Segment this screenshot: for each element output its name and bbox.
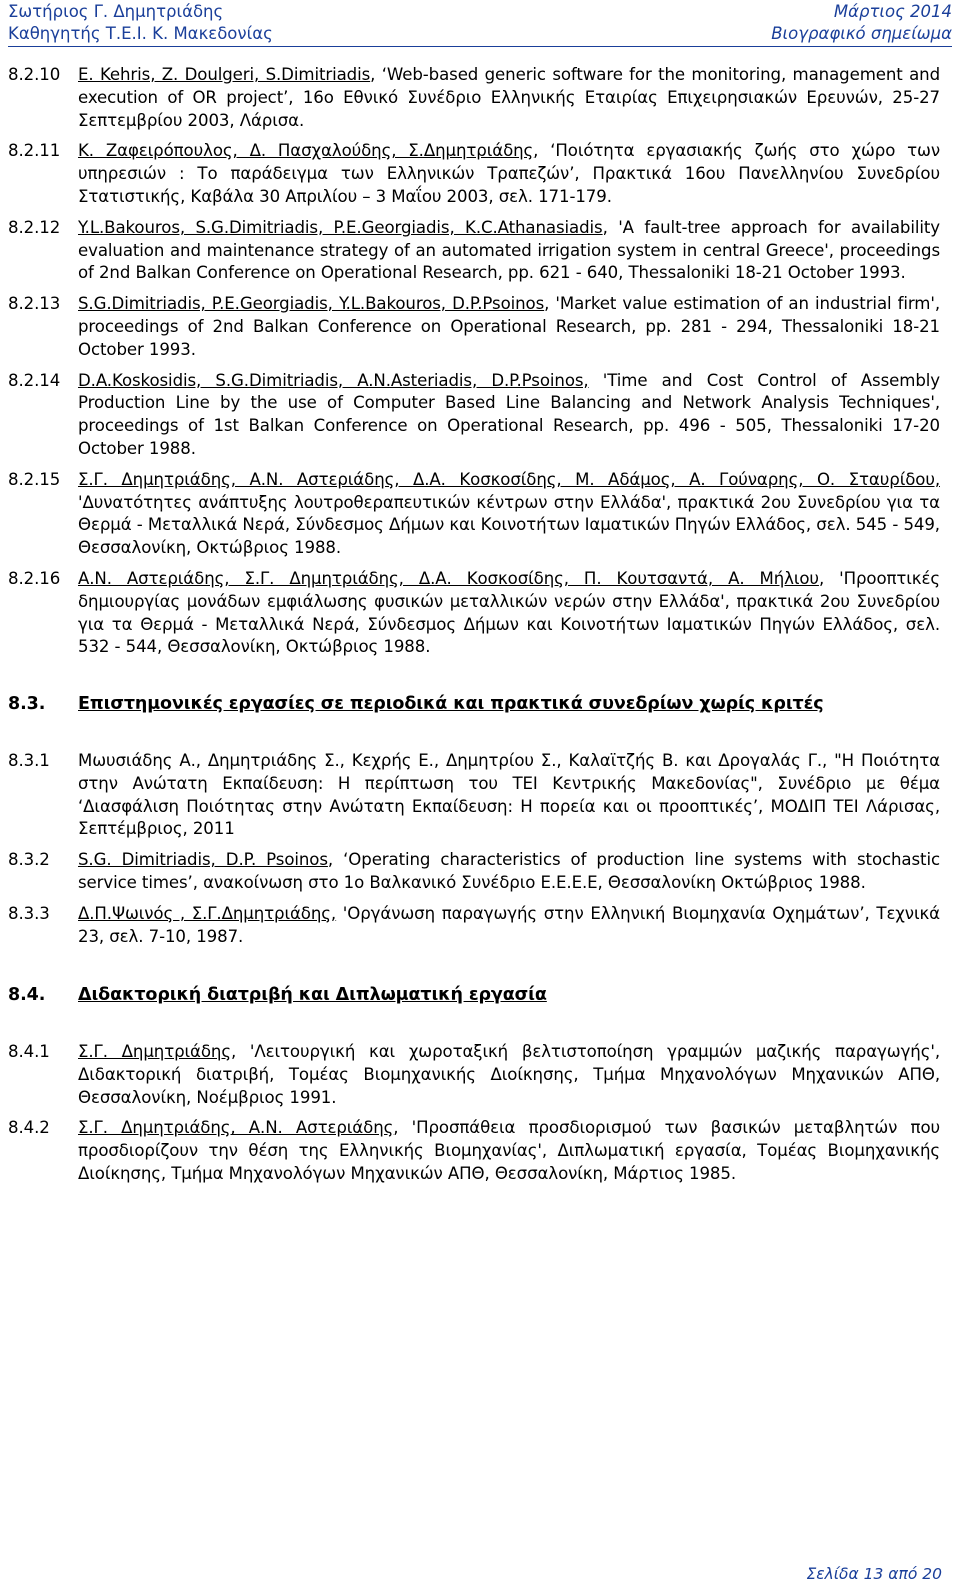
entry-number: 8.2.11 [8,141,61,161]
author-name: Σωτήριος Γ. Δημητριάδης [8,2,224,21]
publication-entry [8,849,940,895]
entry-number: 8.2.12 [8,217,61,237]
entry-authors: D.A.Koskosidis, S.G.Dimitriadis, A.N.Asteriadis, D.P.Psoinos, [78,370,589,390]
entry-number: 8.2.15 [8,469,61,489]
publication-entry [8,903,940,949]
entry-text: , 'Market value estimation of an industrial firm', proceedings of 2nd Balkan Conference on Operational Research, pp. 281 - 294, Thessaloniki 18-21 October 1993. [78,294,940,359]
entry-number: 8.2.14 [8,370,61,390]
entry-text: , ‘Operating characteristics of production line systems with stochastic service times’, ανακοίνωση στο 1ο Βαλκανικό Συνέδριο Ε.Ε.Ε.Ε, Θεσσαλονίκη Οκτώβριος 1988. [78,850,940,892]
entry-text: , ‘Web-based generic software for the monitoring, management and execution of OR project’, 16ο Εθνικό Συνέδριο Ελληνικής Εταιρίας Επιχειρησιακών Ερευνών, 25-27 Σεπτεμβρίου 2003, Λάρισα. [78,65,941,130]
publication-entry [8,64,940,132]
entry-authors: Κ. Ζαφειρόπουλος, Δ. Πασχαλούδης, Σ.Δημητριάδης [78,141,534,161]
entry-number: 8.2.13 [8,294,61,314]
entry-authors: S.G.Dimitriadis, P.E.Georgiadis, Y.L.Bakouros, D.P.Psoinos [78,294,545,314]
publication-entry [8,1041,940,1109]
entry-authors: Σ.Γ. Δημητριάδης [78,1042,231,1062]
section-heading-8-4 [8,984,940,1007]
page-number: Σελίδα 13 από 20 [806,1565,942,1583]
entry-number: 8.4.1 [8,1042,50,1062]
header-right [771,1,952,45]
section-heading-8-3 [8,693,940,716]
entry-number: 8.3.3 [8,903,50,923]
entry-text: , 'Λειτουργική και χωροταξική βελτιστοποίηση γραμμών μαζικής παραγωγής', Διδακτορική διατριβή, Τομέας Βιομηχανικής Διοίκησης, Τμήμα Μηχανολόγων Μηχανικών ΑΠΘ, Θεσσαλονίκη, Νοέμβριος 1991. [78,1042,940,1107]
entry-authors: Σ.Γ. Δημητριάδης, Α.Ν. Αστεριάδης, Δ.Α. Κοσκοσίδης, Μ. Αδάμος, Α. Γούναρης, Ο. Σταυρίδου, [78,469,940,489]
entry-text: 'Time and Cost Control of Assembly Production Line by the use of Computer Based Line Balancing and Network Analysis Techniques', proceedings of 1st Balkan Conference on Operational Research, pp. 496 - 505, Thessaloniki 17-20 October 1988. [78,370,940,458]
entry-text: , 'Προοπτικές δημιουργίας μονάδων εμφιάλωσης φυσικών μεταλλικών νερών στην Ελλάδα', πρακτικά 2ου Συνεδρίου για τα Θερμά - Μεταλλικά Νερά, Σύνδεσμος Δήμων και Κοινοτήτων Ιαματικών Πηγών Ελλάδος, σελ. 532 - 544, Θεσσαλονίκη, Οκτώβριος 1988. [78,568,940,657]
publication-entry [8,750,940,841]
entry-text: 'Δυνατότητες ανάπτυξης λουτροθεραπευτικών κέντρων στην Ελλάδα', πρακτικά 2ου Συνεδρίου για τα Θερμά - Μεταλλικά Νερά, Σύνδεσμος Δήμων και Κοινοτήτων Ιαματικών Πηγών Ελλάδος, σελ. 545 - 549, Θεσσαλονίκη, Οκτώβριος 1988. [78,492,940,558]
entry-text: Μωυσιάδης Α., Δημητριάδης Σ., Κεχρής Ε., Δημητρίου Σ., Καλαϊτζής Β. και Δρογαλάς Γ., "Η Ποιότητα στην Ανώτατη Εκπαίδευση: Η περίπτωση του ΤΕΙ Κεντρικής Μακεδονίας", Συνέδριο με θέμα ‘Διασφάλιση Ποιότητας στην Ανώτατη Εκπαίδευση: Η πορεία και οι προοπτικές’, ΜΟΔΙΠ ΤΕΙ Λάρισας, Σεπτέμβριος, 2011 [78,750,940,839]
publication-entry [8,568,940,659]
author-position: Καθηγητής Τ.Ε.Ι. Κ. Μακεδονίας [8,24,273,43]
section-title: Επιστημονικές εργασίες σε περιοδικά και πρακτικά συνεδρίων χωρίς κριτές [78,694,824,715]
section-title: Διδακτορική διατριβή και Διπλωματική εργασία [78,985,547,1006]
entry-number: 8.4.2 [8,1118,50,1138]
entry-authors: Σ.Γ. Δημητριάδης, Α.Ν. Αστεριάδης [78,1118,394,1138]
entry-authors: Y.L.Bakouros, S.G.Dimitriadis, P.E.Georgiadis, K.C.Athanasiadis [78,217,603,237]
entry-text: , ‘Ποιότητα εργασιακής ζωής στο χώρο των υπηρεσιών : Το παράδειγμα των Ελληνικών Τραπεζών’, Πρακτικά 16ου Πανελληνίου Συνεδρίου Στατιστικής, Καβάλα 30 Απριλίου – 3 Μαΐου 2003, σελ. 171-179. [78,141,940,206]
entry-number: 8.3.2 [8,850,50,870]
entry-authors: Α.Ν. Αστεριάδης, Σ.Γ. Δημητριάδης, Δ.Α. Κοσκοσίδης, Π. Κουτσαντά, Α. Μήλιου [78,568,819,588]
publication-list-8-2 [8,64,940,659]
entry-authors: S.G. Dimitriadis, D.P. Psoinos [78,850,328,870]
publication-entry [8,370,940,461]
header-doc-title: Βιογραφικό σημείωμα [771,24,952,43]
publication-entry [8,217,940,285]
entry-text: 'Οργάνωση παραγωγής στην Ελληνική Βιομηχανία Οχημάτων’, Τεχνικά 23, σελ. 7-10, 1987. [78,903,940,946]
page-header [8,0,952,48]
section-number: 8.3. [8,694,46,715]
entry-number: 8.3.1 [8,750,50,770]
header-date: Μάρτιος 2014 [833,2,952,21]
publication-list-8-4 [8,1041,940,1186]
entry-text: , 'Προσπάθεια προσδιορισμού των βασικών μεταβλητών που προσδιορίζουν την θέση της Ελληνικής Βιομηχανίας', Διπλωματική εργασία, Τομέας Βιομηχανικής Διοίκησης, Τμήμα Μηχανολόγων Μηχανικών ΑΠΘ, Θεσσαλονίκη, Μάρτιος 1985. [78,1118,940,1184]
publication-list-8-3 [8,750,940,948]
entry-number: 8.2.16 [8,568,61,588]
entry-authors: E. Kehris, Z. Doulgeri, S.Dimitriadis [78,65,371,84]
publication-entry [8,469,940,560]
publication-entry [8,1117,940,1185]
entry-text: , 'A fault-tree approach for availability evaluation and maintenance strategy of an automated irrigation system in central Greece', proceedings of 2nd Balkan Conference on Operational Research, pp. 621 - 640, Thessaloniki 18-21 October 1993. [78,217,940,283]
header-left [8,1,273,45]
header-rule [8,46,952,47]
section-number: 8.4. [8,985,46,1006]
document-body [8,64,940,1194]
publication-entry [8,293,940,361]
entry-number: 8.2.10 [8,65,61,84]
publication-entry [8,140,940,208]
entry-authors: Δ.Π.Ψωινός , Σ.Γ.Δημητριάδης, [78,903,337,923]
